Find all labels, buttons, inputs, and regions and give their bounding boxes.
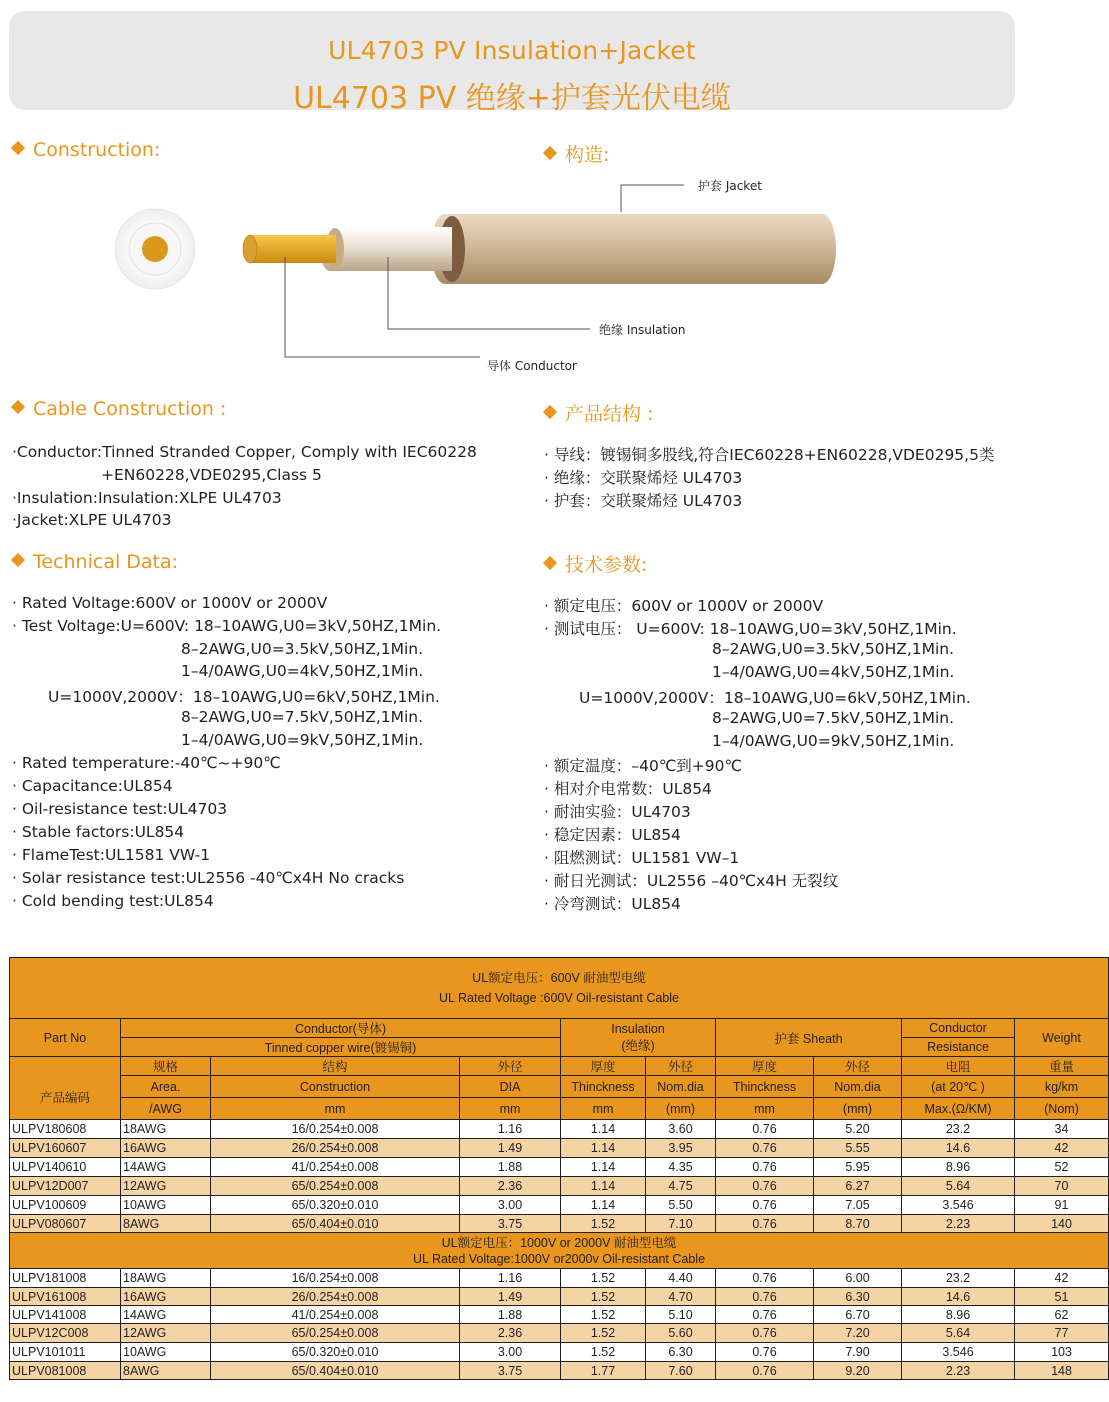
table-cell: 10AWG	[121, 1343, 211, 1362]
table-cell: 5.64	[902, 1177, 1015, 1196]
table-cell: 6.30	[646, 1343, 716, 1362]
table-cell: 9.20	[814, 1362, 902, 1380]
header-cell: mm	[460, 1098, 561, 1120]
header-cell: DIA	[460, 1076, 561, 1098]
table-cell: 12AWG	[121, 1177, 211, 1196]
header-cell: (at 20℃ )	[902, 1076, 1015, 1098]
header-conductor: Conductor(导体)	[121, 1019, 561, 1038]
table-cell: 52	[1015, 1158, 1109, 1177]
table-cell: 8.96	[902, 1306, 1015, 1324]
table-cell: 14AWG	[121, 1306, 211, 1324]
table-cell: 1.52	[561, 1306, 646, 1324]
table-cell: 5.55	[814, 1139, 902, 1158]
table-cell: 1.14	[561, 1158, 646, 1177]
tech-en-line: · Test Voltage:U=600V: 18–10AWG,U0=3kV,50HZ,1Min.	[12, 617, 442, 635]
table-cell: 6.70	[814, 1306, 902, 1324]
table-cell: 26/0.254±0.008	[211, 1139, 460, 1158]
header-cell: mm	[211, 1098, 460, 1120]
cable-cn-line: · 护套：交联聚烯烃 UL4703	[544, 492, 743, 510]
tech-cn-line: · 冷弯测试：UL854	[544, 895, 681, 913]
table-cell: 5.10	[646, 1306, 716, 1324]
diamond-bullet-icon	[543, 556, 557, 570]
table-cell: 16AWG	[121, 1139, 211, 1158]
table-cell: ULPV100609	[10, 1196, 121, 1215]
header-insulation: Insulation (绝缘)	[561, 1019, 716, 1057]
table-title-600v: UL额定电压：600V 耐油型电缆 UL Rated Voltage :600V Oil-resistant Cable	[10, 958, 1109, 1019]
diamond-bullet-icon	[543, 146, 557, 160]
table-cell: 2.23	[902, 1362, 1015, 1380]
title-banner	[9, 11, 1015, 116]
table-cell: 3.60	[646, 1120, 716, 1139]
table-cell: 6.30	[814, 1288, 902, 1306]
header-cell: 重量	[1015, 1057, 1109, 1076]
table-cell: 7.60	[646, 1362, 716, 1380]
header-cell: Thinckness	[716, 1076, 814, 1098]
table-cell: 1.14	[561, 1139, 646, 1158]
table-cell: 1.14	[561, 1177, 646, 1196]
insulation-label: 绝缘 Insulation	[599, 323, 686, 337]
table-cell: ULPV12C008	[10, 1324, 121, 1343]
table-cell: 1.88	[460, 1158, 561, 1177]
header-weight: Weight	[1015, 1019, 1109, 1057]
table-cell: 65/0.254±0.008	[211, 1177, 460, 1196]
table-cell: 0.76	[716, 1269, 814, 1288]
table-row	[10, 1158, 1109, 1177]
table-cell: ULPV161008	[10, 1288, 121, 1306]
tech-en-line: · Rated temperature:-40℃~+90℃	[12, 754, 281, 772]
table-cell: 23.2	[902, 1269, 1015, 1288]
tech-en-line: · Capacitance:UL854	[12, 777, 173, 795]
table-cell: 6.00	[814, 1269, 902, 1288]
cable-illustration	[0, 160, 1027, 390]
tech-cn-line: · 稳定因素：UL854	[544, 826, 681, 844]
table-cell: 4.40	[646, 1269, 716, 1288]
table-cell: 14AWG	[121, 1158, 211, 1177]
table-cell: 62	[1015, 1306, 1109, 1324]
table-cell: 41/0.254±0.008	[211, 1158, 460, 1177]
table-row	[10, 1362, 1109, 1380]
table-cell: 148	[1015, 1362, 1109, 1380]
tech-cn-line: · 测试电压： U=600V: 18–10AWG,U0=3kV,50HZ,1Min.	[544, 620, 957, 638]
table-cell: ULPV101011	[10, 1343, 121, 1362]
table-cell: ULPV141008	[10, 1306, 121, 1324]
header-cell: mm	[716, 1098, 814, 1120]
table-cell: 65/0.404±0.010	[211, 1362, 460, 1380]
table-cell: 34	[1015, 1120, 1109, 1139]
table-header-row	[10, 1019, 1109, 1038]
table-cell: 10AWG	[121, 1196, 211, 1215]
cable-en-line: ·Jacket:XLPE UL4703	[12, 511, 172, 529]
table-title-1000v: UL额定电压：1000V or 2000V 耐油型电缆 UL Rated Voltage:1000V or2000v Oil-resistant Cable	[10, 1233, 1109, 1269]
table-cell: 26/0.254±0.008	[211, 1288, 460, 1306]
table-cell: 12AWG	[121, 1324, 211, 1343]
page-title-cn: UL4703 PV 绝缘+护套光伏电缆	[293, 81, 731, 116]
header-code-cn: 产品编码	[10, 1076, 121, 1120]
tech-cn-line: 8–2AWG,U0=3.5kV,50HZ,1Min.	[712, 640, 955, 658]
table-cell: 16/0.254±0.008	[211, 1120, 460, 1139]
header-resistance: Resistance	[902, 1038, 1015, 1057]
section-cable-construction-en: Cable Construction :	[10, 398, 226, 420]
table-cell: 16/0.254±0.008	[211, 1269, 460, 1288]
table-row	[10, 1215, 1109, 1233]
table-cell: 0.76	[716, 1120, 814, 1139]
tech-en-line: · Cold bending test:UL854	[12, 892, 214, 910]
diamond-bullet-icon	[11, 553, 25, 567]
table-title-row	[10, 958, 1109, 1019]
table-cell: 1.52	[561, 1215, 646, 1233]
table-row	[10, 1120, 1109, 1139]
table-cell: 4.70	[646, 1288, 716, 1306]
table-header-row	[10, 1057, 1109, 1076]
table-cell: 0.76	[716, 1324, 814, 1343]
table-cell: 5.64	[902, 1324, 1015, 1343]
table-cell: 1.14	[561, 1196, 646, 1215]
table-cell: ULPV160607	[10, 1139, 121, 1158]
cable-cn-line: · 导线：镀锡铜多股线,符合IEC60228+EN60228,VDE0295,5类	[544, 446, 995, 464]
header-cell: 外径	[814, 1057, 902, 1076]
table-cell: 7.10	[646, 1215, 716, 1233]
table-cell: 0.76	[716, 1215, 814, 1233]
tech-en-line: 1–4/0AWG,U0=4kV,50HZ,1Min.	[181, 662, 424, 680]
table-cell: 3.00	[460, 1196, 561, 1215]
table-cell: 1.49	[460, 1139, 561, 1158]
table-cell: 0.76	[716, 1288, 814, 1306]
spec-table	[9, 957, 1109, 1380]
tech-en-line: · Stable factors:UL854	[12, 823, 185, 841]
table-cell: 3.546	[902, 1343, 1015, 1362]
table-cell: 5.95	[814, 1158, 902, 1177]
diamond-bullet-icon	[11, 400, 25, 414]
tech-en-line: 8–2AWG,U0=3.5kV,50HZ,1Min.	[181, 640, 424, 658]
header-blank	[10, 1057, 121, 1076]
header-cell: 厚度	[561, 1057, 646, 1076]
table-header-row	[10, 1076, 1109, 1098]
table-cell: 1.88	[460, 1306, 561, 1324]
header-cell: 规格	[121, 1057, 211, 1076]
header-cell: 外径	[460, 1057, 561, 1076]
table-cell: 4.75	[646, 1177, 716, 1196]
table-cell: 1.14	[561, 1120, 646, 1139]
table-cell: 8AWG	[121, 1362, 211, 1380]
table-cell: 0.76	[716, 1343, 814, 1362]
table-cell: 14.6	[902, 1139, 1015, 1158]
table-cell: 18AWG	[121, 1120, 211, 1139]
table-cell: 8AWG	[121, 1215, 211, 1233]
tech-en-line: · Rated Voltage:600V or 1000V or 2000V	[12, 594, 328, 612]
table-cell: 5.50	[646, 1196, 716, 1215]
table-cell: 42	[1015, 1269, 1109, 1288]
table-cell: ULPV12D007	[10, 1177, 121, 1196]
header-tinned: Tinned copper wire(镀锡铜)	[121, 1038, 561, 1057]
table-cell: 8.96	[902, 1158, 1015, 1177]
tech-cn-line: · 额定电压：600V or 1000V or 2000V	[544, 597, 824, 615]
header-cell: 外径	[646, 1057, 716, 1076]
table-cell: 1.77	[561, 1362, 646, 1380]
table-header-row	[10, 1038, 1109, 1057]
table-cell: ULPV081008	[10, 1362, 121, 1380]
header-cell: 电阻	[902, 1057, 1015, 1076]
conductor-label: 导体 Conductor	[487, 359, 577, 373]
table-row	[10, 1139, 1109, 1158]
table-cell: 23.2	[902, 1120, 1015, 1139]
table-cell: 1.52	[561, 1288, 646, 1306]
table-row	[10, 1306, 1109, 1324]
cable-en-line: ·Conductor:Tinned Stranded Copper, Comply with IEC60228	[12, 443, 477, 461]
tech-cn-line: 8–2AWG,U0=7.5kV,50HZ,1Min.	[712, 709, 955, 727]
header-cell: Max.(Ω/KM)	[902, 1098, 1015, 1120]
page-title-en: UL4703 PV Insulation+Jacket	[328, 36, 696, 65]
table-row	[10, 1324, 1109, 1343]
header-conductor-res: Conductor	[902, 1019, 1015, 1038]
table-cell: 18AWG	[121, 1269, 211, 1288]
tech-cn-line: 1–4/0AWG,U0=4kV,50HZ,1Min.	[712, 663, 955, 681]
section-construction-cn: 构造:	[542, 140, 609, 167]
tech-en-line: · FlameTest:UL1581 VW-1	[12, 846, 211, 864]
table-cell: 1.16	[460, 1120, 561, 1139]
header-cell: 厚度	[716, 1057, 814, 1076]
table-cell: ULPV140610	[10, 1158, 121, 1177]
cable-cn-line: · 绝缘：交联聚烯烃 UL4703	[544, 469, 743, 487]
header-part-no: Part No	[10, 1019, 121, 1057]
table-cell: 3.75	[460, 1362, 561, 1380]
table-title-row	[10, 1233, 1109, 1269]
tech-en-line: · Oil-resistance test:UL4703	[12, 800, 228, 818]
jacket-label: 护套 Jacket	[698, 179, 762, 193]
table-row	[10, 1196, 1109, 1215]
table-cell: ULPV080607	[10, 1215, 121, 1233]
header-cell: Thinckness	[561, 1076, 646, 1098]
table-cell: 5.60	[646, 1324, 716, 1343]
header-cell: Construction	[211, 1076, 460, 1098]
table-cell: 3.546	[902, 1196, 1015, 1215]
table-cell: 7.90	[814, 1343, 902, 1362]
table-cell: 2.36	[460, 1177, 561, 1196]
table-cell: 65/0.404±0.010	[211, 1215, 460, 1233]
table-cell: 41/0.254±0.008	[211, 1306, 460, 1324]
table-cell: 3.95	[646, 1139, 716, 1158]
table-cell: 0.76	[716, 1196, 814, 1215]
table-cell: 0.76	[716, 1158, 814, 1177]
tech-cn-line: · 耐日光测试：UL2556 –40℃x4H 无裂纹	[544, 872, 839, 890]
tech-en-line: 8–2AWG,U0=7.5kV,50HZ,1Min.	[181, 708, 424, 726]
header-cell: kg/km	[1015, 1076, 1109, 1098]
table-cell: 7.20	[814, 1324, 902, 1343]
table-row	[10, 1343, 1109, 1362]
table-cell: 3.75	[460, 1215, 561, 1233]
section-technical-en: Technical Data:	[10, 551, 178, 573]
tech-cn-line: · 耐油实验：UL4703	[544, 803, 691, 821]
tech-cn-line: · 阻燃测试：UL1581 VW–1	[544, 849, 740, 867]
table-cell: 42	[1015, 1139, 1109, 1158]
table-cell: 0.76	[716, 1362, 814, 1380]
table-cell: 140	[1015, 1215, 1109, 1233]
header-cell: /AWG	[121, 1098, 211, 1120]
table-cell: 65/0.320±0.010	[211, 1196, 460, 1215]
table-cell: 16AWG	[121, 1288, 211, 1306]
table-cell: 1.49	[460, 1288, 561, 1306]
table-cell: 1.52	[561, 1343, 646, 1362]
table-cell: 65/0.320±0.010	[211, 1343, 460, 1362]
header-cell: (mm)	[814, 1098, 902, 1120]
tech-en-line: 1–4/0AWG,U0=9kV,50HZ,1Min.	[181, 731, 424, 749]
tech-en-line: U=1000V,2000V：18–10AWG,U0=6kV,50HZ,1Min.	[48, 688, 440, 706]
header-cell: 结构	[211, 1057, 460, 1076]
table-cell: ULPV181008	[10, 1269, 121, 1288]
table-cell: 8.70	[814, 1215, 902, 1233]
table-cell: 1.16	[460, 1269, 561, 1288]
section-construction-en: Construction:	[10, 139, 160, 161]
tech-cn-line: · 额定温度：–40℃到+90℃	[544, 757, 742, 775]
cable-en-line: +EN60228,VDE0295,Class 5	[101, 466, 322, 484]
table-cell: 65/0.254±0.008	[211, 1324, 460, 1343]
table-cell: 3.00	[460, 1343, 561, 1362]
tech-cn-line: · 相对介电常数：UL854	[544, 780, 712, 798]
cable-en-line: ·Insulation:Insulation:XLPE UL4703	[12, 489, 282, 507]
tech-cn-line: U=1000V,2000V：18–10AWG,U0=6kV,50HZ,1Min.	[579, 689, 971, 707]
table-cell: 0.76	[716, 1306, 814, 1324]
header-cell: Area.	[121, 1076, 211, 1098]
header-sheath: 护套 Sheath	[716, 1019, 902, 1057]
table-cell: 91	[1015, 1196, 1109, 1215]
header-cell: Nom.dia	[646, 1076, 716, 1098]
cable-diagram	[0, 160, 1027, 390]
table-cell: 2.23	[902, 1215, 1015, 1233]
table-cell: 6.27	[814, 1177, 902, 1196]
table-cell: 0.76	[716, 1177, 814, 1196]
table-cell: 0.76	[716, 1139, 814, 1158]
tech-cn-line: 1–4/0AWG,U0=9kV,50HZ,1Min.	[712, 732, 955, 750]
table-cell: 1.52	[561, 1269, 646, 1288]
table-row	[10, 1269, 1109, 1288]
table-cell: ULPV180608	[10, 1120, 121, 1139]
table-cell: 1.52	[561, 1324, 646, 1343]
table-cell: 2.36	[460, 1324, 561, 1343]
header-cell: Nom.dia	[814, 1076, 902, 1098]
table-row	[10, 1288, 1109, 1306]
header-cell: (mm)	[646, 1098, 716, 1120]
table-cell: 5.20	[814, 1120, 902, 1139]
table-cell: 77	[1015, 1324, 1109, 1343]
diamond-bullet-icon	[11, 141, 25, 155]
header-cell: (Nom)	[1015, 1098, 1109, 1120]
diamond-bullet-icon	[543, 405, 557, 419]
table-cell: 14.6	[902, 1288, 1015, 1306]
table-cell: 70	[1015, 1177, 1109, 1196]
table-row	[10, 1177, 1109, 1196]
table-cell: 4.35	[646, 1158, 716, 1177]
header-cell: mm	[561, 1098, 646, 1120]
table-cell: 51	[1015, 1288, 1109, 1306]
table-cell: 103	[1015, 1343, 1109, 1362]
section-cable-construction-cn: 产品结构 :	[542, 399, 653, 426]
table-cell: 7.05	[814, 1196, 902, 1215]
table-header-row	[10, 1098, 1109, 1120]
tech-en-line: · Solar resistance test:UL2556 -40℃x4H No cracks	[12, 869, 405, 887]
section-technical-cn: 技术参数:	[542, 550, 647, 577]
